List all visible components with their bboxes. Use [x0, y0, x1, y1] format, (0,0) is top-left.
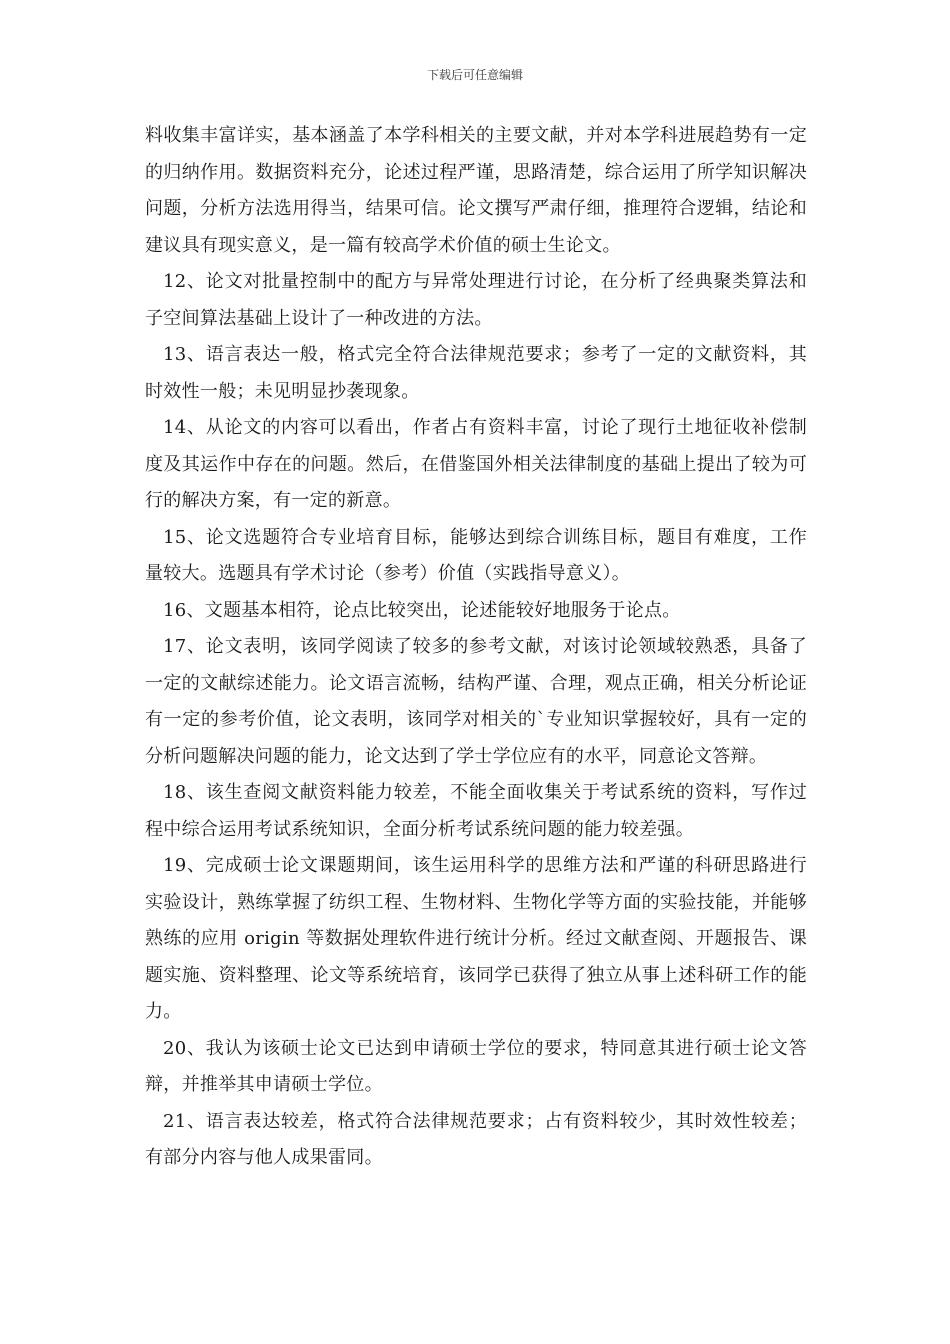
paragraph-16: 16、文题基本相符，论点比较突出，论述能较好地服务于论点。 [163, 599, 681, 621]
paragraph-14: 14、从论文的内容可以看出，作者占有资料丰富，讨论了现行土地征收补偿制度及其运作中存在的问题。然后，在借鉴国外相关法律制度的基础上提出了较为可行的解决方案，有一定的新意。 [145, 417, 807, 511]
paragraph-continued: 料收集丰富详实，基本涵盖了本学科相关的主要文献，并对本学科进展趋势有一定的归纳作用。数据资料充分，论述过程严谨，思路清楚，综合运用了所学知识解决问题，分析方法选用得当，结果可信。论文撰写严肃仔细，推理符合逻辑，结论和建议具有现实意义，是一篇有较高学术价值的硕士生论文。 [145, 125, 807, 256]
document-body [145, 118, 807, 1177]
paragraph-21: 21、语言表达较差，格式符合法律规范要求；占有资料较少，其时效性较差；有部分内容与他人成果雷同。 [145, 1110, 807, 1168]
paragraph-20: 20、我认为该硕士论文已达到申请硕士学位的要求，特同意其进行硕士论文答辩，并推举其申请硕士学位。 [145, 1037, 807, 1095]
paragraph-15: 15、论文选题符合专业培育目标，能够达到综合训练目标，题目有难度，工作量较大。选题具有学术讨论（参考）价值（实践指导意义）。 [145, 526, 807, 584]
paragraph-17: 17、论文表明，该同学阅读了较多的参考文献，对该讨论领域较熟悉，具备了一定的文献综述能力。论文语言流畅，结构严谨、合理，观点正确，相关分析论证有一定的参考价值，论文表明，该同学对相关的`专业知识掌握较好，具有一定的分析问题解决问题的能力，论文达到了学士学位应有的水平，同意论文答辩。 [145, 636, 807, 767]
paragraph-19: 19、完成硕士论文课题期间，该生运用科学的思维方法和严谨的科研思路进行实验设计，熟练掌握了纺织工程、生物材料、生物化学等方面的实验技能，并能够熟练的应用 origin 等数据处理软件进行统计分析。经过文献查阅、开题报告、课题实施、资料整理、论文等系统培育，该同学已获得了独立从事上述科研工作的能力。 [145, 855, 807, 1022]
paragraph-12: 12、论文对批量控制中的配方与异常处理进行讨论，在分析了经典聚类算法和子空间算法基础上设计了一种改进的方法。 [145, 271, 807, 329]
page-header: 下载后可任意编辑 [426, 68, 523, 82]
paragraph-13: 13、语言表达一般，格式完全符合法律规范要求；参考了一定的文献资料，其时效性一般；未见明显抄袭现象。 [145, 344, 807, 402]
paragraph-18: 18、该生查阅文献资料能力较差，不能全面收集关于考试系统的资料，写作过程中综合运用考试系统知识，全面分析考试系统问题的能力较差强。 [145, 782, 807, 840]
